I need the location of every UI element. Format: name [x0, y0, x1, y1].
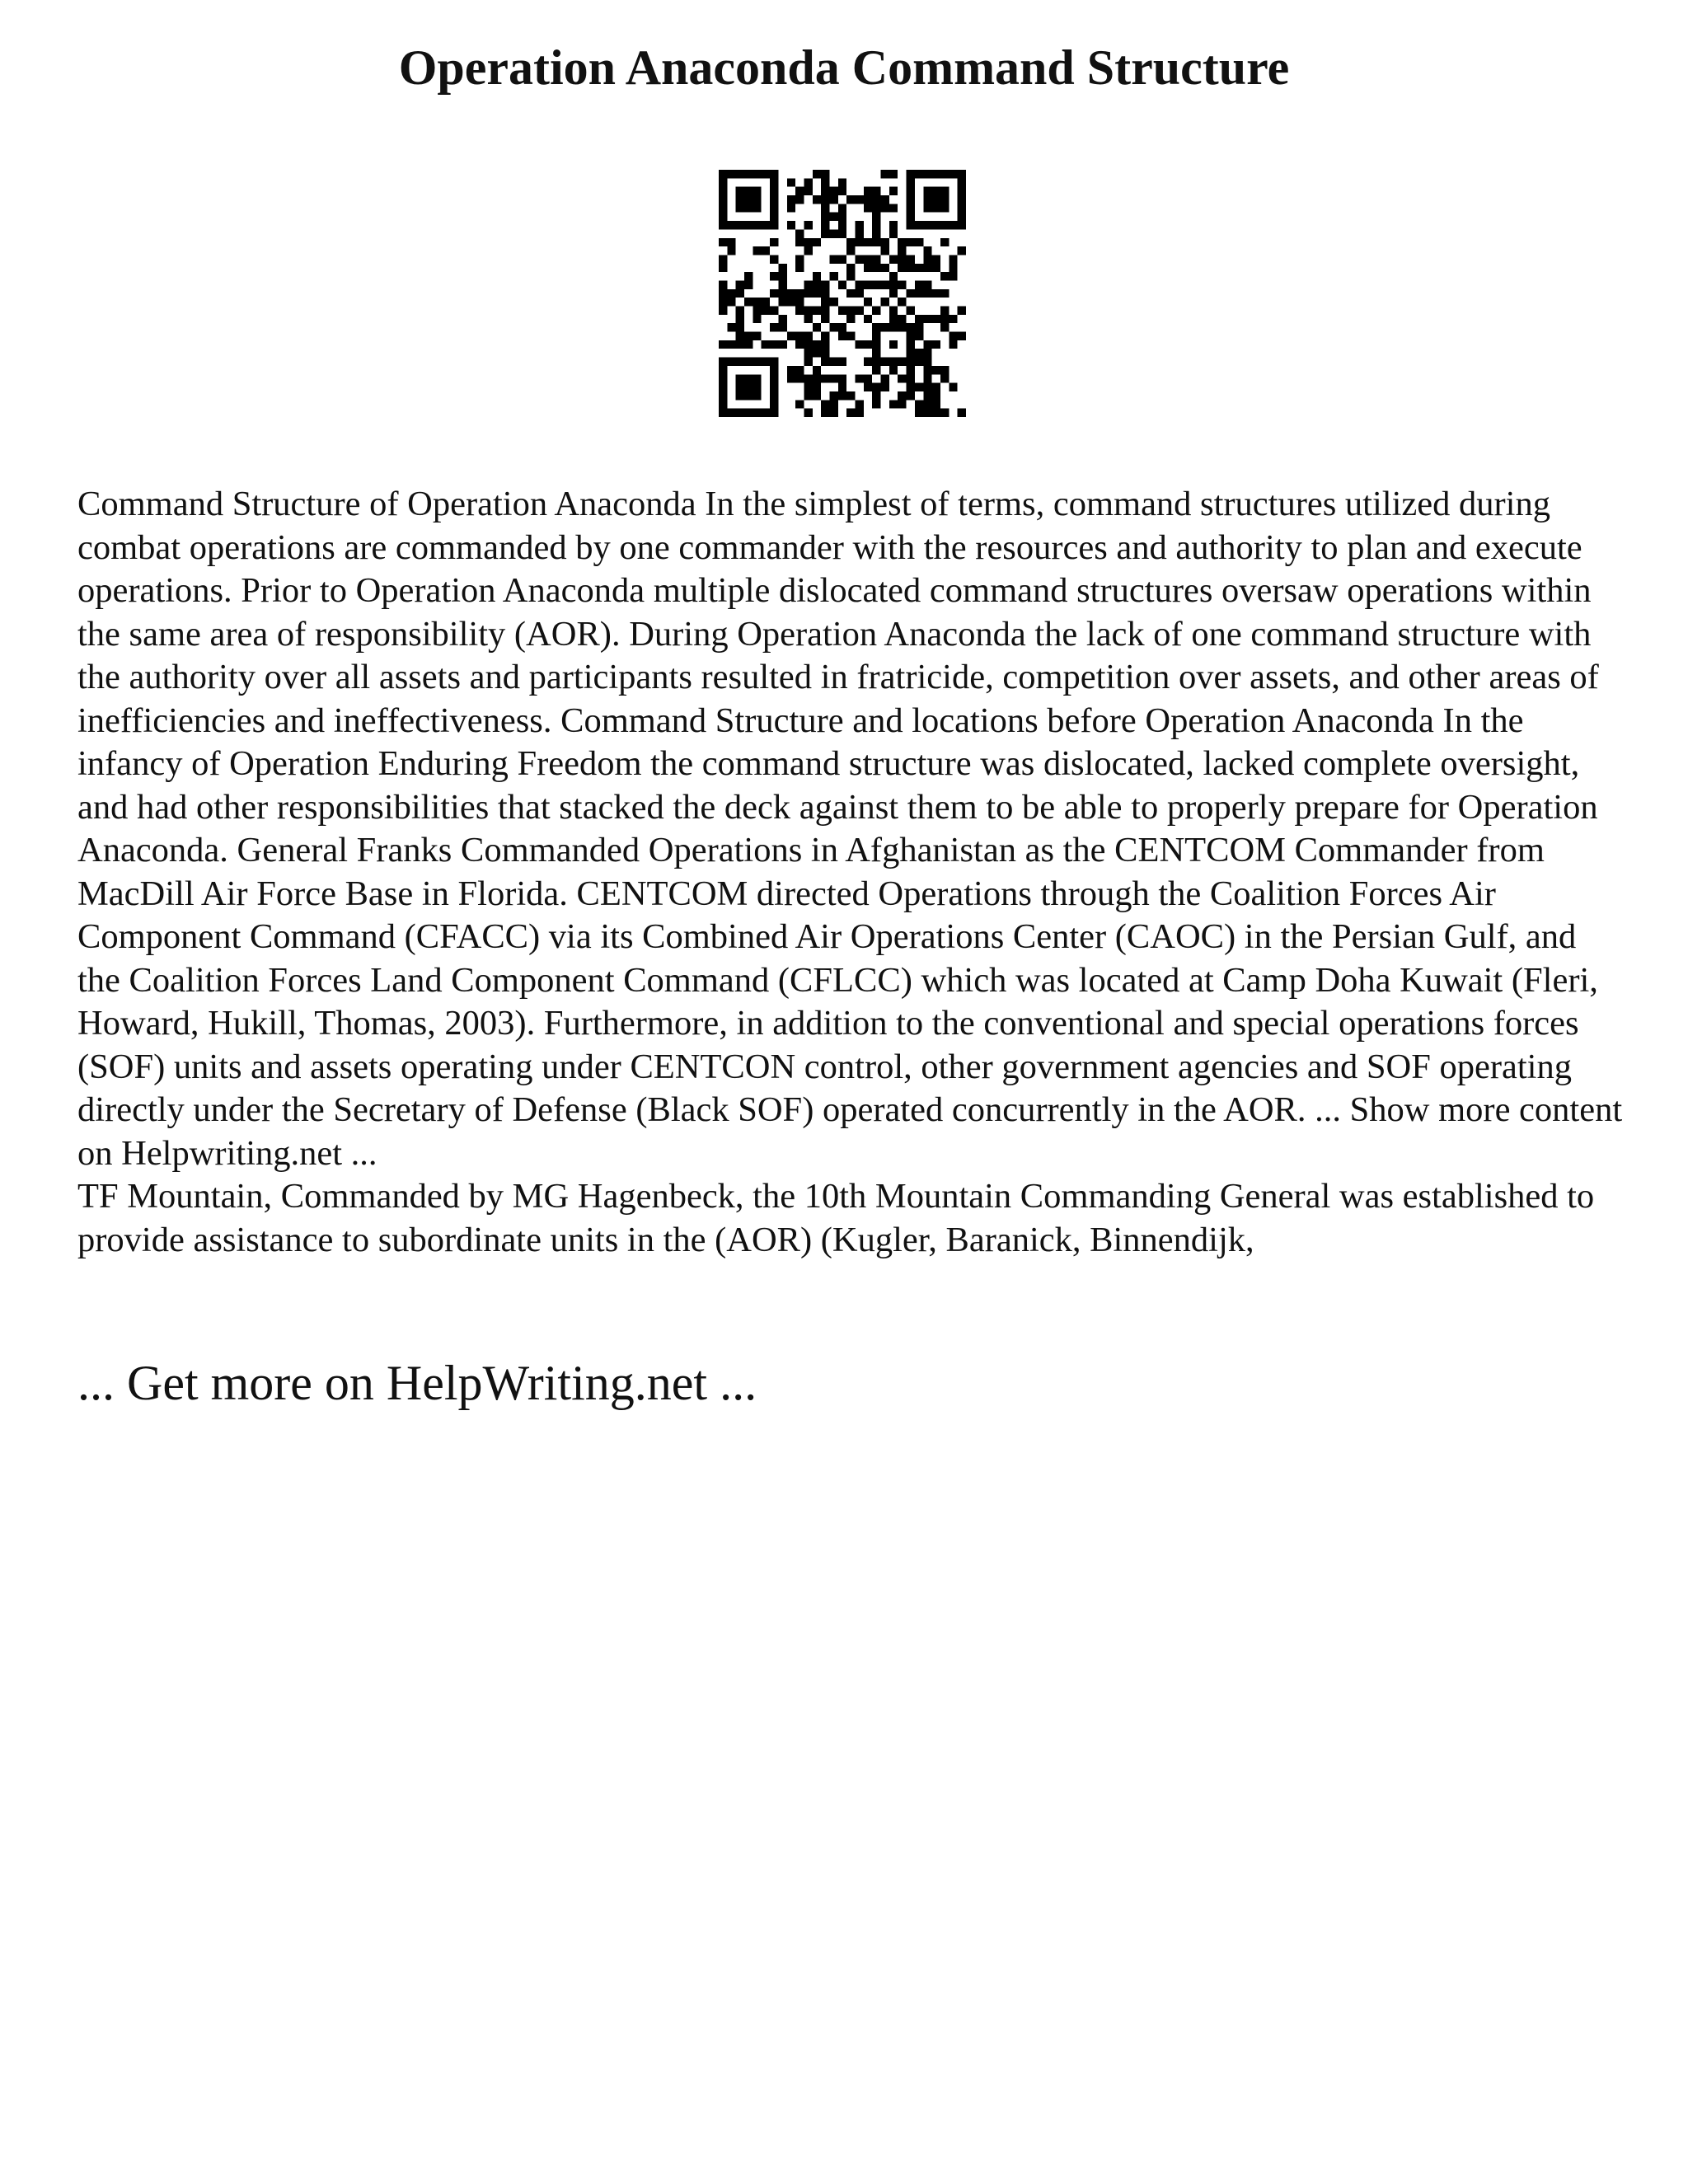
page-title: Operation Anaconda Command Structure	[398, 40, 1290, 95]
article-body	[77, 483, 1627, 1262]
article-paragraph: Command Structure of Operation Anaconda In the simplest of terms, command structures utilized during combat operations are commanded by one commander with the resources and authority to plan and execute operations. Prior to Operation Anaconda multiple dislocated command structures oversaw operations within the same area of responsibility (AOR). During Operation Anaconda the lack of one command structure with the authority over all assets and participants resulted in fratricide, competition over assets, and other areas of inefficiencies and ineffectiveness. Command Structure and locations before Operation Anaconda In the infancy of Operation Enduring Freedom the command structure was dislocated, lacked complete oversight, and had other responsibilities that stacked the deck against them to be able to properly prepare for Operation Anaconda. General Franks Commanded Operations in Afghanistan as the CENTCOM Commander from MacDill Air Force Base in Florida. CENTCOM directed Operations through the Coalition Forces Air Component Command (CFACC) via its Combined Air Operations Center (CAOC) in the Persian Gulf, and the Coalition Forces Land Component Command (CFLCC) which was located at Camp Doha Kuwait (Fleri, Howard, Hukill, Thomas, 2003). Furthermore, in addition to the conventional and special operations forces (SOF) units and assets operating under CENTCON control, other government agencies and SOF operating directly under the Secretary of Defense (Black SOF) operated concurrently in the AOR. ... Show more content on Helpwriting.net ...	[77, 485, 1623, 1173]
qr-code-icon	[719, 170, 966, 417]
article-paragraph: TF Mountain, Commanded by MG Hagenbeck, the 10th Mountain Commanding General was established to provide assistance to subordinate units in the (AOR) (Kugler, Baranick, Binnendijk,	[77, 1177, 1595, 1259]
get-more-link[interactable]: ... Get more on HelpWriting.net ...	[77, 1356, 757, 1410]
